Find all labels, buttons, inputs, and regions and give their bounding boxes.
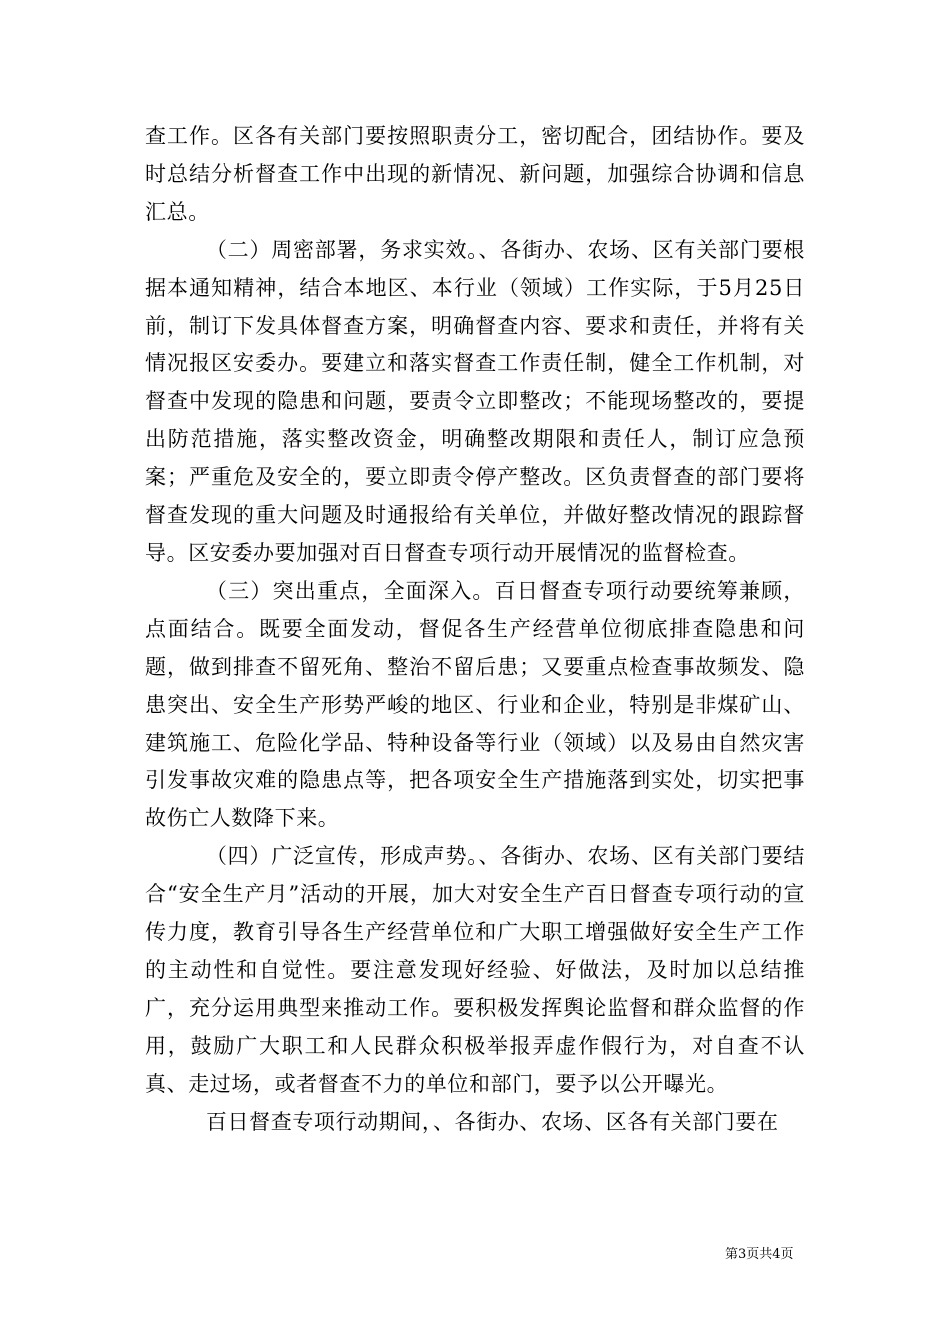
paragraph-3: （三）突出重点，全面深入。百日督查专项行动要统筹兼顾，点面结合。既要全面发动，督促各生产经营单位彻底排查隐患和问题，做到排查不留死角、整治不留后患；又要重点检查事故频发、隐患突出、安全生产形势严峻的地区、行业和企业，特别是非煤矿山、建筑施工、危险化学品、特种设备等行业（领域）以及易由自然灾害引发事故灾难的隐患点等，把各项安全生产措施落到实处，切实把事故伤亡人数降下来。	[145, 578, 805, 831]
paragraph-4: （四）广泛宣传，形成声势。、各街办、农场、区有关部门要结合“安全生产月”活动的开展，加大对安全生产百日督查专项行动的宣传力度，教育引导各生产经营单位和广大职工增强做好安全生产工作的主动性和自觉性。要注意发现好经验、好做法，及时加以总结推广，充分运用典型来推动工作。要积极发挥舆论监督和群众监督的作用，鼓励广大职工和人民群众积极举报弄虚作假行为，对自查不认真、走过场，或者督查不力的单位和部门，要予以公开曝光。	[145, 844, 805, 1096]
page-number-footer: 第3页共4页	[725, 1247, 794, 1262]
paragraph-5: 百日督查专项行动期间，、各街办、农场、区各有关部门要在	[205, 1109, 779, 1134]
paragraph-1: 查工作。区各有关部门要按照职责分工，密切配合，团结协作。要及时总结分析督查工作中出现的新情况、新问题，加强综合协调和信息汇总。	[145, 124, 805, 224]
document-body	[145, 118, 805, 1141]
paragraph-2: （二）周密部署，务求实效。、各街办、农场、区有关部门要根据本通知精神，结合本地区、本行业（领域）工作实际，于5月25日前，制订下发具体督查方案，明确督查内容、要求和责任，并将有关情况报区安委办。要建立和落实督查工作责任制，健全工作机制，对督查中发现的隐患和问题，要责令立即整改；不能现场整改的，要提出防范措施，落实整改资金，明确整改期限和责任人，制订应急预案；严重危及安全的，要立即责令停产整改。区负责督查的部门要将督查发现的重大问题及时通报给有关单位，并做好整改情况的跟踪督导。区安委办要加强对百日督查专项行动开展情况的监督检查。	[145, 237, 805, 565]
